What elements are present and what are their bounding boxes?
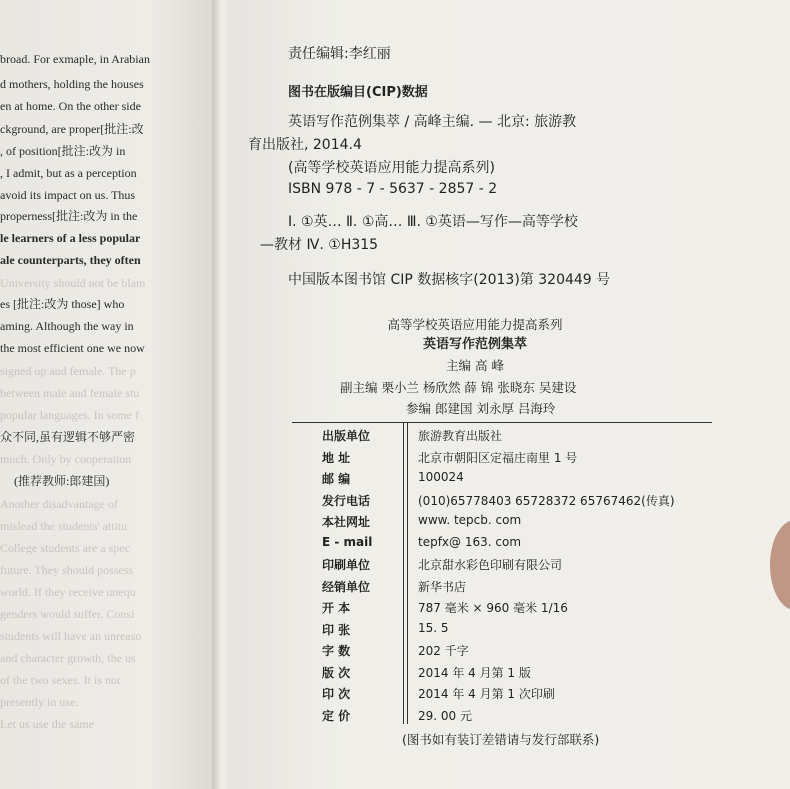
left-page <box>0 0 212 789</box>
left-page-text-line: d mothers, holding the houses <box>0 77 144 91</box>
left-page-text-line: avoid its impact on us. Thus <box>0 188 136 202</box>
classification-line: —教材 Ⅳ. ①H315 <box>260 237 379 253</box>
colophon-divider <box>403 422 404 724</box>
left-page-text-line: popular languages. In some f <box>0 408 139 422</box>
left-page-text-line: , I admit, but as a perception <box>0 166 137 180</box>
colophon-label: 印刷单位 <box>322 558 371 572</box>
colophon-label: 印 次 <box>322 687 351 701</box>
colophon-value: 北京甜水彩色印刷有限公司 <box>418 558 563 572</box>
left-page-text-line: Let us use the same <box>0 717 94 731</box>
colophon-value: www. tepcb. com <box>418 513 522 527</box>
cip-heading: 图书在版编目(CIP)数据 <box>288 85 428 100</box>
left-page-text-line: genders would suffer. Consi <box>0 607 135 621</box>
left-page-text-line: future. They should possess <box>0 563 134 577</box>
colophon-label: 发行电话 <box>322 493 371 508</box>
colophon-label: 版 次 <box>322 665 351 680</box>
colophon-value: 旅游教育出版社 <box>418 429 503 443</box>
left-page-text-line: of the two sexes. It is not <box>0 673 121 687</box>
left-page-text-line: es [批注:改为 those] who <box>0 297 125 311</box>
colophon-label: 本社网址 <box>322 515 371 529</box>
chief-editor: 主编 高 峰 <box>446 358 504 373</box>
book-title: 英语写作范例集萃 <box>422 337 527 352</box>
left-page-text-line: properness[批注:改为 in the <box>0 209 138 223</box>
left-page-text-line: broad. For exmaple, in Arabian <box>0 52 150 66</box>
left-page-text-line: College students are a spec <box>0 541 130 555</box>
left-page-text-line: between male and female stu <box>0 386 140 400</box>
colophon-label: 地 址 <box>322 450 351 465</box>
cip-line: 育出版社, 2014.4 <box>248 137 362 153</box>
left-page-text-line: en at home. On the other side <box>0 99 141 113</box>
left-page-text-line: ale counterparts, they often <box>0 253 141 267</box>
colophon-value: 787 毫米 × 960 毫米 1/16 <box>418 601 568 615</box>
deputy-editors: 副主编 栗小兰 杨欣然 薛 锦 张晓东 吴建设 <box>340 380 577 395</box>
left-page-text-line: aming. Although the way in <box>0 319 134 333</box>
left-page-text-line: mislead the students' attitu <box>0 519 128 533</box>
colophon-label: 印 张 <box>322 622 351 637</box>
left-page-text-line: 众不同,虽有逻辑不够严密 <box>0 430 136 444</box>
left-page-text-line: , of position[批注:改为 in <box>0 144 126 158</box>
series-name: 高等学校英语应用能力提高系列 <box>387 317 563 332</box>
isbn-line: ISBN 978 - 7 - 5637 - 2857 - 2 <box>288 181 498 197</box>
left-page-text-line: le learners of a less popular <box>0 231 141 245</box>
colophon-value: (010)65778403 65728372 65767462(传真) <box>418 493 675 508</box>
colophon-value: tepfx@ 163. com <box>418 534 522 549</box>
left-page-text-line: students will have an unreaso <box>0 629 142 643</box>
left-page-text-line: University should not be blam <box>0 276 146 290</box>
colophon-label: 字 数 <box>322 644 351 658</box>
left-page-text-line: the most efficient one we now <box>0 341 145 355</box>
cip-line: 英语写作范例集萃 / 高峰主编. — 北京: 旅游教 <box>288 114 577 130</box>
left-page-text-line: ckground, are proper[批注:改 <box>0 122 144 136</box>
book-spine <box>212 0 230 789</box>
left-page-text-line: and character growth, the us <box>0 651 136 665</box>
colophon-value: 北京市朝阳区定福庄南里 1 号 <box>418 450 578 465</box>
colophon-label: 开 本 <box>322 601 351 615</box>
colophon-divider <box>407 422 408 724</box>
colophon-value: 29. 00 元 <box>418 708 472 723</box>
footer-note: (图书如有装订差错请与发行部联系) <box>402 732 600 747</box>
colophon-label: 经销单位 <box>322 579 371 594</box>
colophon-label: 出版单位 <box>322 429 371 443</box>
left-page-text-line: signed up and female. The p <box>0 364 136 378</box>
colophon-label: E - mail <box>322 534 373 549</box>
left-page-text-line: much. Only by cooperation <box>0 452 132 466</box>
cip-line: (高等学校英语应用能力提高系列) <box>288 160 495 176</box>
left-page-text-line: world. If they receive unequ <box>0 585 136 599</box>
thumb <box>770 520 790 610</box>
cip-verification: 中国版本图书馆 CIP 数据核字(2013)第 320449 号 <box>288 272 611 288</box>
participants: 参编 郎建国 刘永厚 吕海玲 <box>406 401 556 416</box>
colophon-value: 新华书店 <box>418 579 467 594</box>
colophon-label: 邮 编 <box>322 472 351 486</box>
colophon-value: 15. 5 <box>418 620 449 635</box>
colophon-value: 2014 年 4 月第 1 版 <box>418 665 531 680</box>
colophon-label: 定 价 <box>322 708 351 723</box>
colophon-value: 100024 <box>418 470 464 484</box>
left-page-text-line: (推荐教师:郎建国) <box>14 474 110 488</box>
right-page <box>230 0 790 789</box>
responsible-editor: 责任编辑:李红丽 <box>288 46 391 62</box>
colophon-value: 2014 年 4 月第 1 次印刷 <box>418 687 555 701</box>
left-page-text-line: Another disadvantage of <box>0 497 118 511</box>
left-page-text-line: presently in use. <box>0 695 79 709</box>
classification-line: Ⅰ. ①英… Ⅱ. ①高… Ⅲ. ①英语—写作—高等学校 <box>288 214 578 230</box>
colophon-value: 202 千字 <box>418 644 469 658</box>
colophon-top-rule <box>292 422 712 423</box>
